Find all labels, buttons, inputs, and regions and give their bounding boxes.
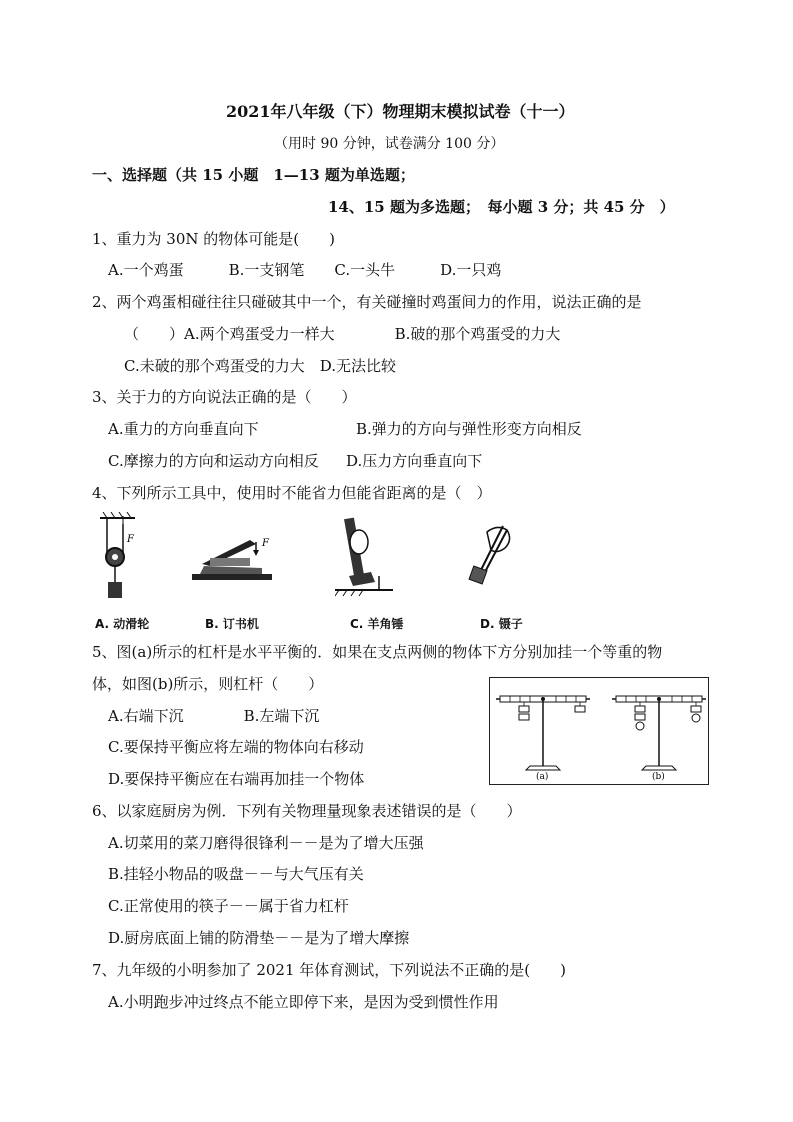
exam-title: 2021年八年级（下）物理期末模拟试卷（十一） bbox=[226, 102, 575, 121]
q2-line2: （ ）A.两个鸡蛋受力一样大 B.破的那个鸡蛋受的力大 bbox=[124, 325, 561, 343]
lever-a-label: (a) bbox=[536, 772, 549, 782]
lever-a bbox=[496, 696, 590, 770]
q5-stem: 5、图(a)所示的杠杆是水平平衡的．如果在支点两侧的物体下方分别加挂一个等重的物 bbox=[92, 643, 663, 661]
section1-heading-line2: 14、15 题为多选题； 每小题 3 分；共 45 分 ） bbox=[328, 198, 675, 216]
q5-line2: 体，如图(b)所示，则杠杆（ ） bbox=[92, 675, 324, 693]
q2-line3: C.未破的那个鸡蛋受的力大 D.无法比较 bbox=[124, 357, 396, 375]
q4-caption-d: D. 镊子 bbox=[480, 617, 523, 631]
q4-caption-b: B. 订书机 bbox=[205, 617, 259, 631]
q3-option-c: C.摩擦力的方向和运动方向相反 bbox=[108, 452, 319, 470]
q6-option-a: A.切菜用的菜刀磨得很锋利－－是为了增大压强 bbox=[108, 834, 424, 852]
section1-heading-line1: 一、选择题（共 15 小题 1—13 题为单选题； bbox=[92, 166, 415, 184]
exam-subtitle: （用时 90 分钟，试卷满分 100 分） bbox=[274, 136, 505, 152]
stapler-figure bbox=[190, 530, 280, 586]
movable-pulley-figure bbox=[95, 512, 155, 612]
claw-hammer-figure bbox=[335, 512, 395, 602]
q3-stem: 3、关于力的方向说法正确的是（ ） bbox=[92, 388, 357, 406]
q4-caption-c: C. 羊角锤 bbox=[350, 617, 404, 631]
q3-option-a: A.重力的方向垂直向下 bbox=[108, 420, 259, 438]
lever-b-label: (b) bbox=[652, 772, 665, 782]
q6-stem: 6、以家庭厨房为例．下列有关物理量现象表述错误的是（ ） bbox=[92, 802, 522, 820]
q5-option-d: D.要保持平衡应在右端再加挂一个物体 bbox=[108, 770, 365, 788]
q2-stem: 2、两个鸡蛋相碰往往只碰破其中一个，有关碰撞时鸡蛋间力的作用，说法正确的是 bbox=[92, 293, 642, 311]
stapler-force-label: F bbox=[262, 538, 269, 549]
q6-option-d: D.厨房底面上铺的防滑垫－－是为了增大摩擦 bbox=[108, 929, 410, 947]
pulley-force-label: F bbox=[127, 534, 134, 545]
q4-stem: 4、下列所示工具中，使用时不能省力但能省距离的是（ ） bbox=[92, 484, 492, 502]
q1-stem: 1、重力为 30N 的物体可能是( ) bbox=[92, 230, 335, 248]
q3-option-d: D.压力方向垂直向下 bbox=[346, 452, 483, 470]
q6-option-b: B.挂轻小物品的吸盘－－与大气压有关 bbox=[108, 865, 364, 883]
q1-options: A.一个鸡蛋 B.一支钢笔 C.一头牛 D.一只鸡 bbox=[108, 261, 502, 279]
q6-option-c: C.正常使用的筷子－－属于省力杠杆 bbox=[108, 897, 349, 915]
lever-figure-box bbox=[489, 677, 709, 785]
q5-options-ab: A.右端下沉 B.左端下沉 bbox=[108, 707, 320, 725]
lever-b bbox=[612, 696, 706, 770]
q4-caption-a: A. 动滑轮 bbox=[95, 617, 150, 631]
q7-stem: 7、九年级的小明参加了 2021 年体育测试，下列说法不正确的是( ) bbox=[92, 961, 566, 979]
lever-figures bbox=[490, 678, 708, 784]
tweezers-figure bbox=[467, 520, 517, 590]
q7-option-a: A.小明跑步冲过终点不能立即停下来，是因为受到惯性作用 bbox=[108, 993, 499, 1011]
q5-option-c: C.要保持平衡应将左端的物体向右移动 bbox=[108, 738, 364, 756]
q3-option-b: B.弹力的方向与弹性形变方向相反 bbox=[356, 420, 582, 438]
